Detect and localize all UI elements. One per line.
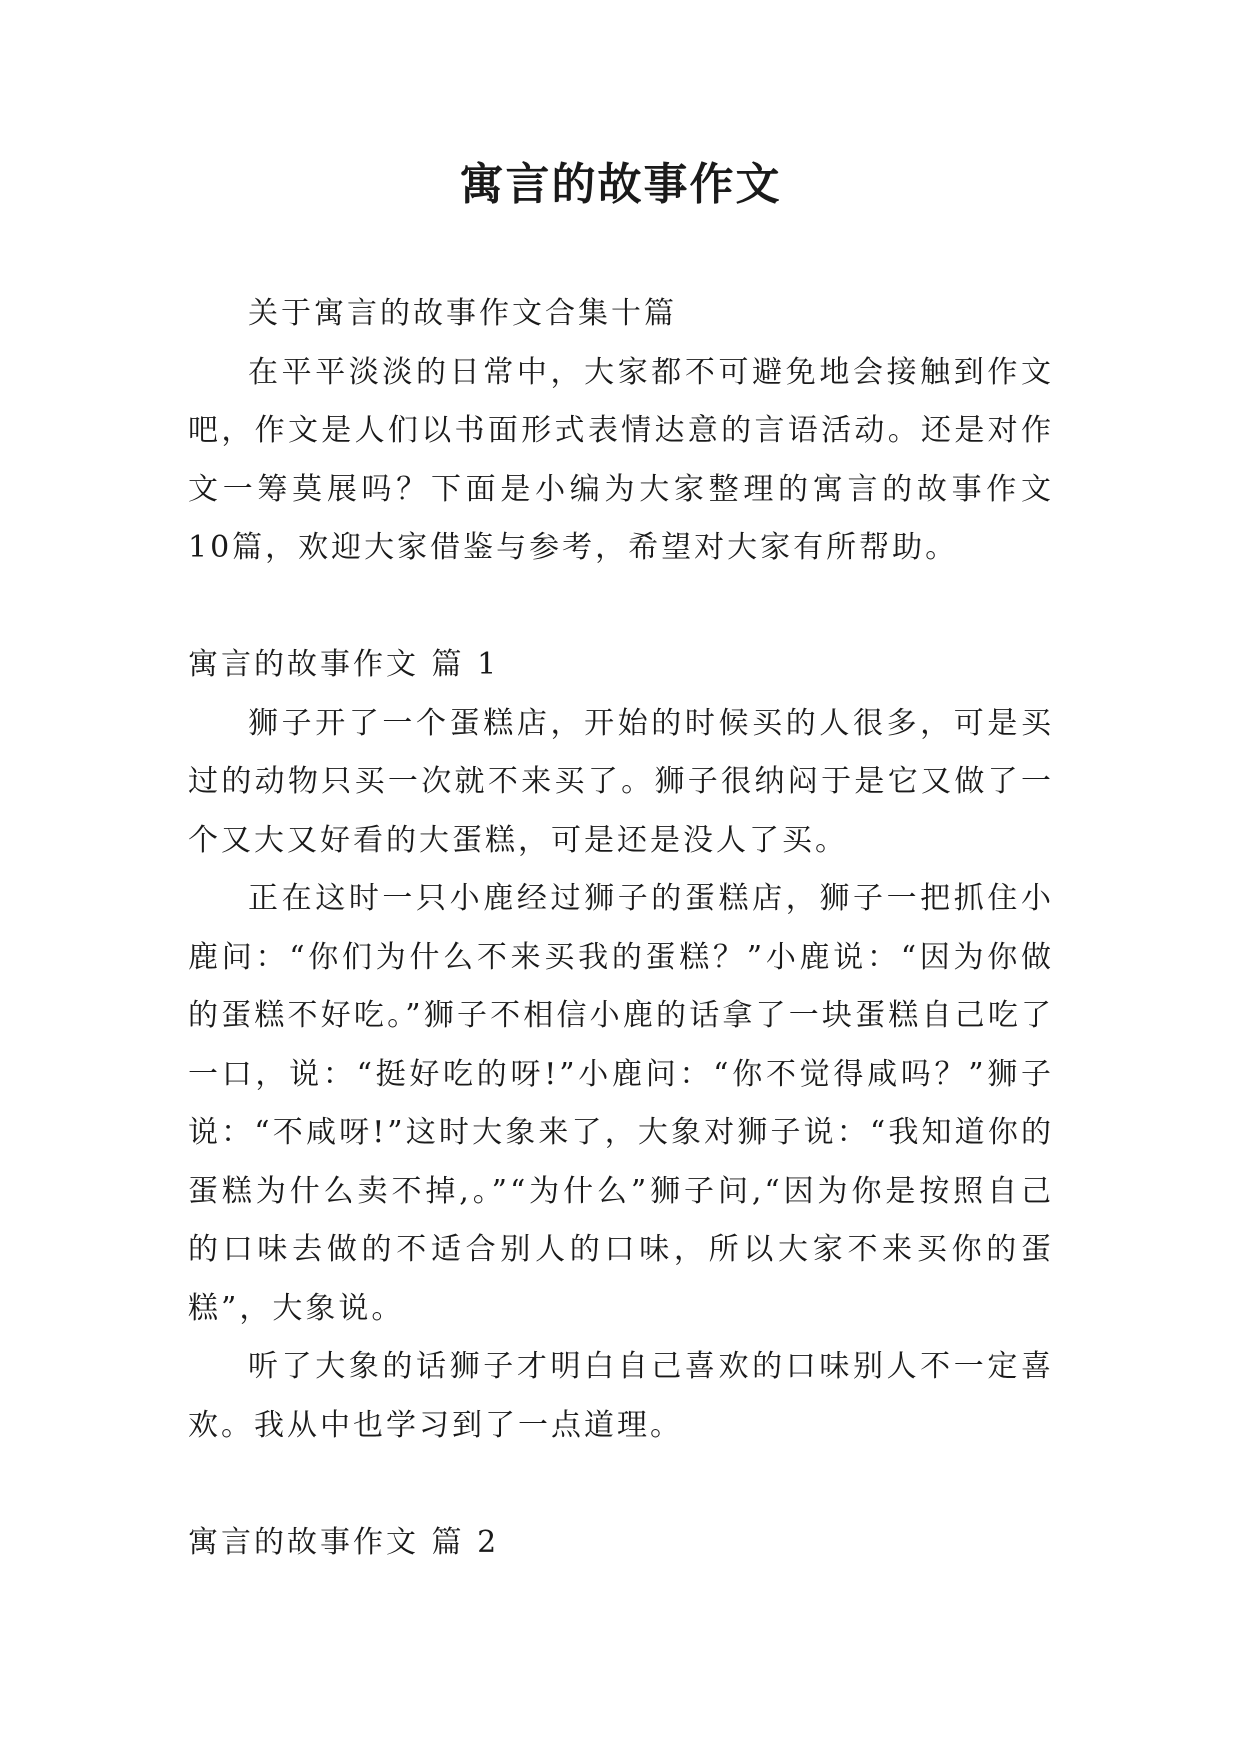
story-paragraph: 正在这时一只小鹿经过狮子的蛋糕店，狮子一把抓住小鹿问：“你们为什么不来买我的蛋糕？”小鹿说：“因为你做的蛋糕不好吃。”狮子不相信小鹿的话拿了一块蛋糕自己吃了一口，说：“挺好吃的呀!”小鹿问：“你不觉得咸吗？”狮子说：“不咸呀!”这时大象来了，大象对狮子说：“我知道你的蛋糕为什么卖不掉,。”“为什么”狮子问,“因为你是按照自己的口味去做的不适合别人的口味，所以大家不来买你的蛋糕”，大象说。 (188, 881, 1054, 1326)
intro-paragraph: 在平平淡淡的日常中，大家都不可避免地会接触到作文吧，作文是人们以书面形式表情达意的言语活动。还是对作文一筹莫展吗？下面是小编为大家整理的寓言的故事作文10篇，欢迎大家借鉴与参考，希望对大家有所帮助。 (188, 354, 1054, 565)
section-heading: 寓言的故事作文 篇 2 (188, 1524, 500, 1560)
section-gap (188, 1455, 1054, 1514)
section-heading: 寓言的故事作文 篇 1 (188, 647, 500, 682)
document-subtitle: 关于寓言的故事作文合集十篇 (248, 296, 677, 331)
section-gap (188, 578, 1054, 637)
document-title: 寓言的故事作文 (459, 159, 782, 210)
story-paragraph: 听了大象的话狮子才明白自己喜欢的口味别人不一定喜欢。我从中也学习到了一点道理。 (188, 1349, 1054, 1443)
story-paragraph: 狮子开了一个蛋糕店，开始的时候买的人很多，可是买过的动物只买一次就不来买了。狮子很纳闷于是它又做了一个又大又好看的大蛋糕，可是还是没人了买。 (188, 705, 1054, 858)
document-body (188, 285, 1054, 1572)
